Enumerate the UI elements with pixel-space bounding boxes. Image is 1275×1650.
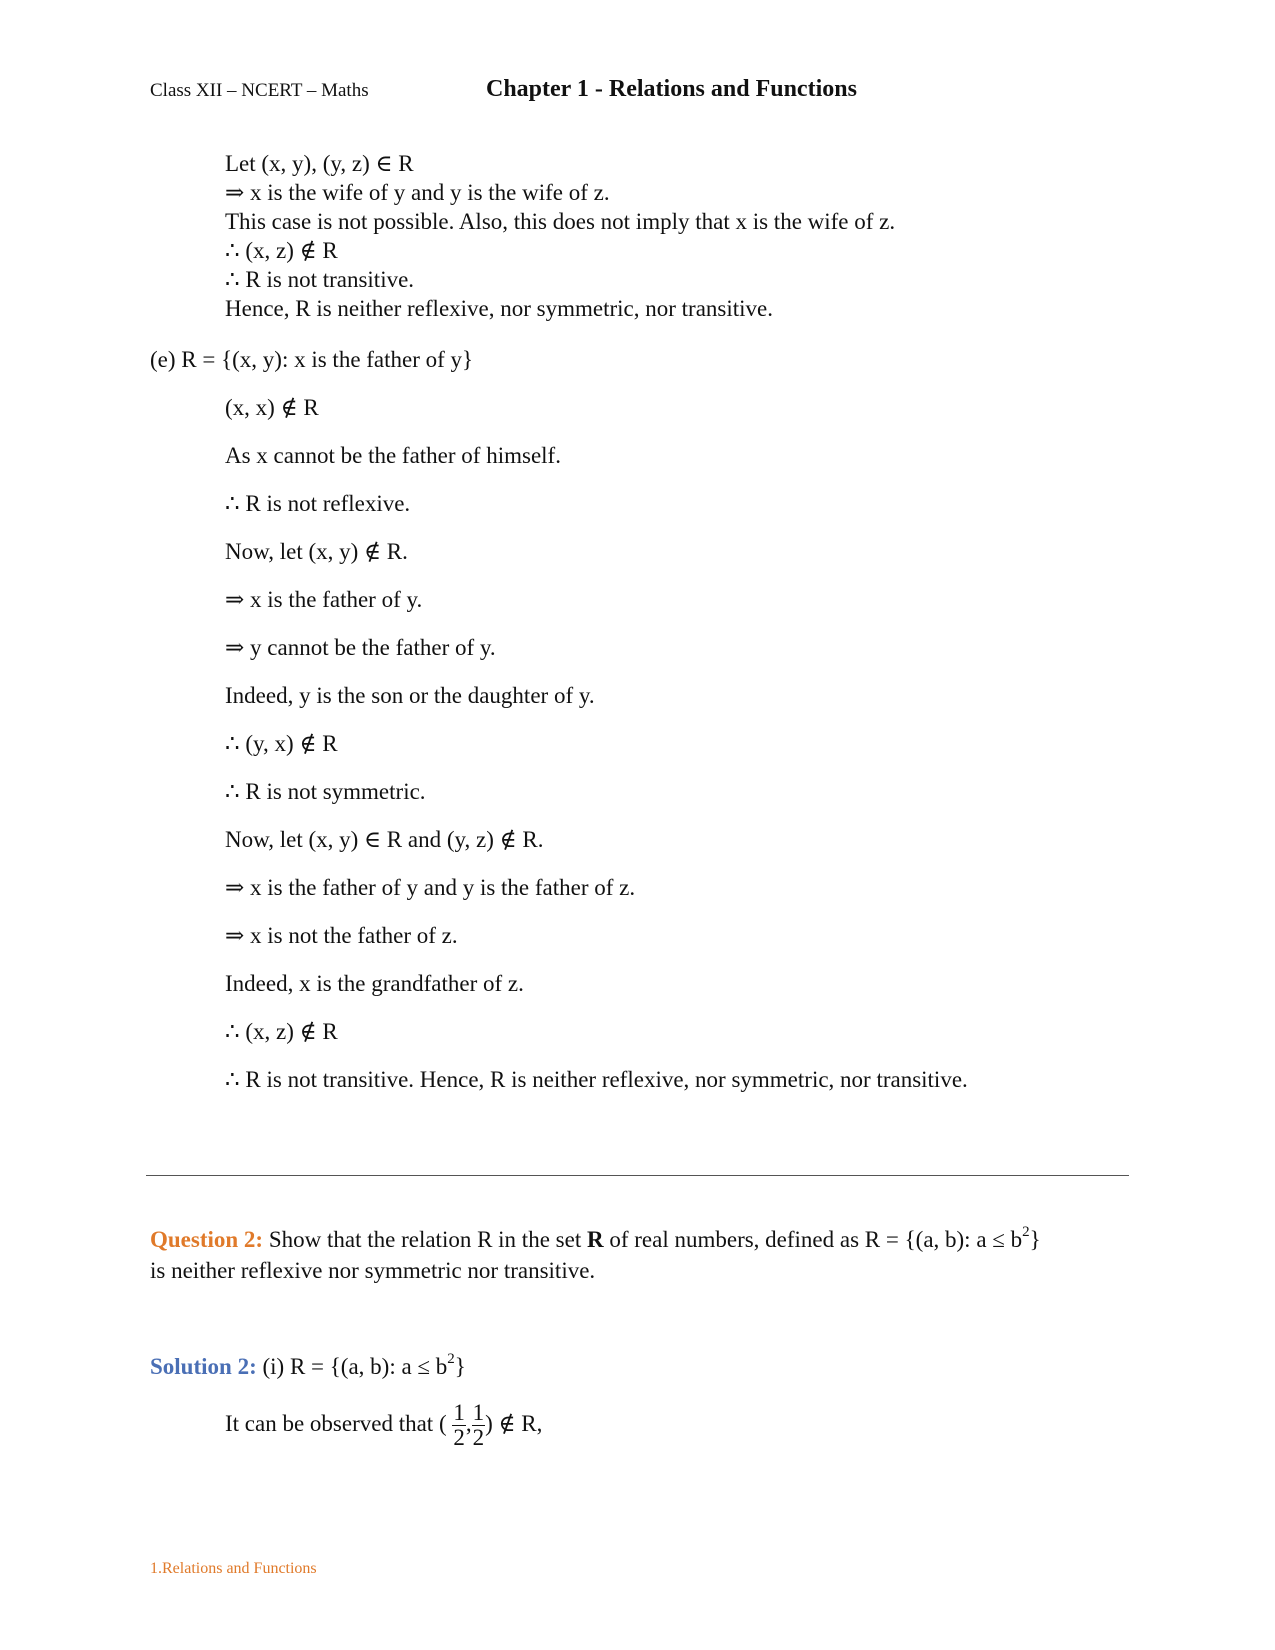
text-line: Hence, R is neither reflexive, nor symmetric, nor transitive. <box>225 296 773 321</box>
solution-text: (i) R = {(a, b): a ≤ b <box>256 1354 448 1379</box>
text-line: ∴ R is not transitive. Hence, R is neither reflexive, nor symmetric, nor transitive. <box>225 1067 968 1092</box>
part-e-heading: (e) R = {(x, y): x is the father of y} <box>150 347 474 372</box>
text-line: ⇒ x is the father of y and y is the father of z. <box>225 875 636 900</box>
header-class-label: Class XII – NCERT – Maths <box>150 80 369 101</box>
fraction-denominator: 2 <box>453 1425 465 1450</box>
fraction-numerator: 1 <box>453 1400 465 1425</box>
text-line: Let (x, y), (y, z) ∈ R <box>225 151 414 176</box>
text-line: ⇒ y cannot be the father of y. <box>225 635 496 660</box>
fraction-one-half <box>452 1401 466 1450</box>
page-footer: 1.Relations and Functions <box>150 1560 317 1577</box>
text-line: ∴ R is not reflexive. <box>225 491 411 516</box>
real-numbers-symbol: R <box>586 1227 604 1252</box>
section-divider <box>146 1175 1129 1176</box>
question-text: of real numbers, defined as R = {(a, b): a ≤ b <box>603 1227 1023 1252</box>
solution-text: } <box>454 1354 466 1379</box>
text-line: (x, x) ∉ R <box>225 395 319 420</box>
superscript: 2 <box>1022 1224 1030 1241</box>
observation-prefix: It can be observed that ( <box>225 1410 447 1436</box>
question-2-line-2: is neither reflexive nor symmetric nor transitive. <box>150 1258 596 1283</box>
fraction-numerator: 1 <box>472 1400 485 1425</box>
text-line: Now, let (x, y) ∉ R. <box>225 539 408 564</box>
text-line: As x cannot be the father of himself. <box>225 443 561 468</box>
text-line: ∴ (x, z) ∉ R <box>225 1019 338 1044</box>
text-line: This case is not possible. Also, this does not imply that x is the wife of z. <box>225 209 896 234</box>
chapter-title: Chapter 1 - Relations and Functions <box>486 76 857 102</box>
text-line: ⇒ x is not the father of z. <box>225 923 458 948</box>
text-line: Now, let (x, y) ∈ R and (y, z) ∉ R. <box>225 827 544 852</box>
fraction-denominator: 2 <box>472 1425 485 1450</box>
text-line: ∴ (y, x) ∉ R <box>225 731 338 756</box>
text-line: ∴ (x, z) ∉ R <box>225 238 338 263</box>
solution-2 <box>150 1352 466 1381</box>
text-line: ∴ R is not symmetric. <box>225 779 426 804</box>
observation-suffix: ) ∉ R, <box>485 1410 543 1436</box>
text-line: Indeed, y is the son or the daughter of y. <box>225 683 595 708</box>
observation-line <box>225 1401 542 1450</box>
question-text: Show that the relation R in the set <box>263 1227 587 1252</box>
solution-label: Solution 2: <box>150 1354 257 1379</box>
text-line: ∴ R is not transitive. <box>225 267 415 292</box>
question-2 <box>150 1225 1041 1254</box>
fraction-comma: , <box>465 1410 472 1436</box>
fraction-one-half <box>472 1401 486 1450</box>
question-label: Question 2: <box>150 1227 264 1252</box>
text-line: Indeed, x is the grandfather of z. <box>225 971 524 996</box>
text-line: ⇒ x is the father of y. <box>225 587 423 612</box>
text-line: ⇒ x is the wife of y and y is the wife of z. <box>225 180 610 205</box>
question-text: } <box>1029 1227 1041 1252</box>
superscript: 2 <box>447 1351 455 1368</box>
